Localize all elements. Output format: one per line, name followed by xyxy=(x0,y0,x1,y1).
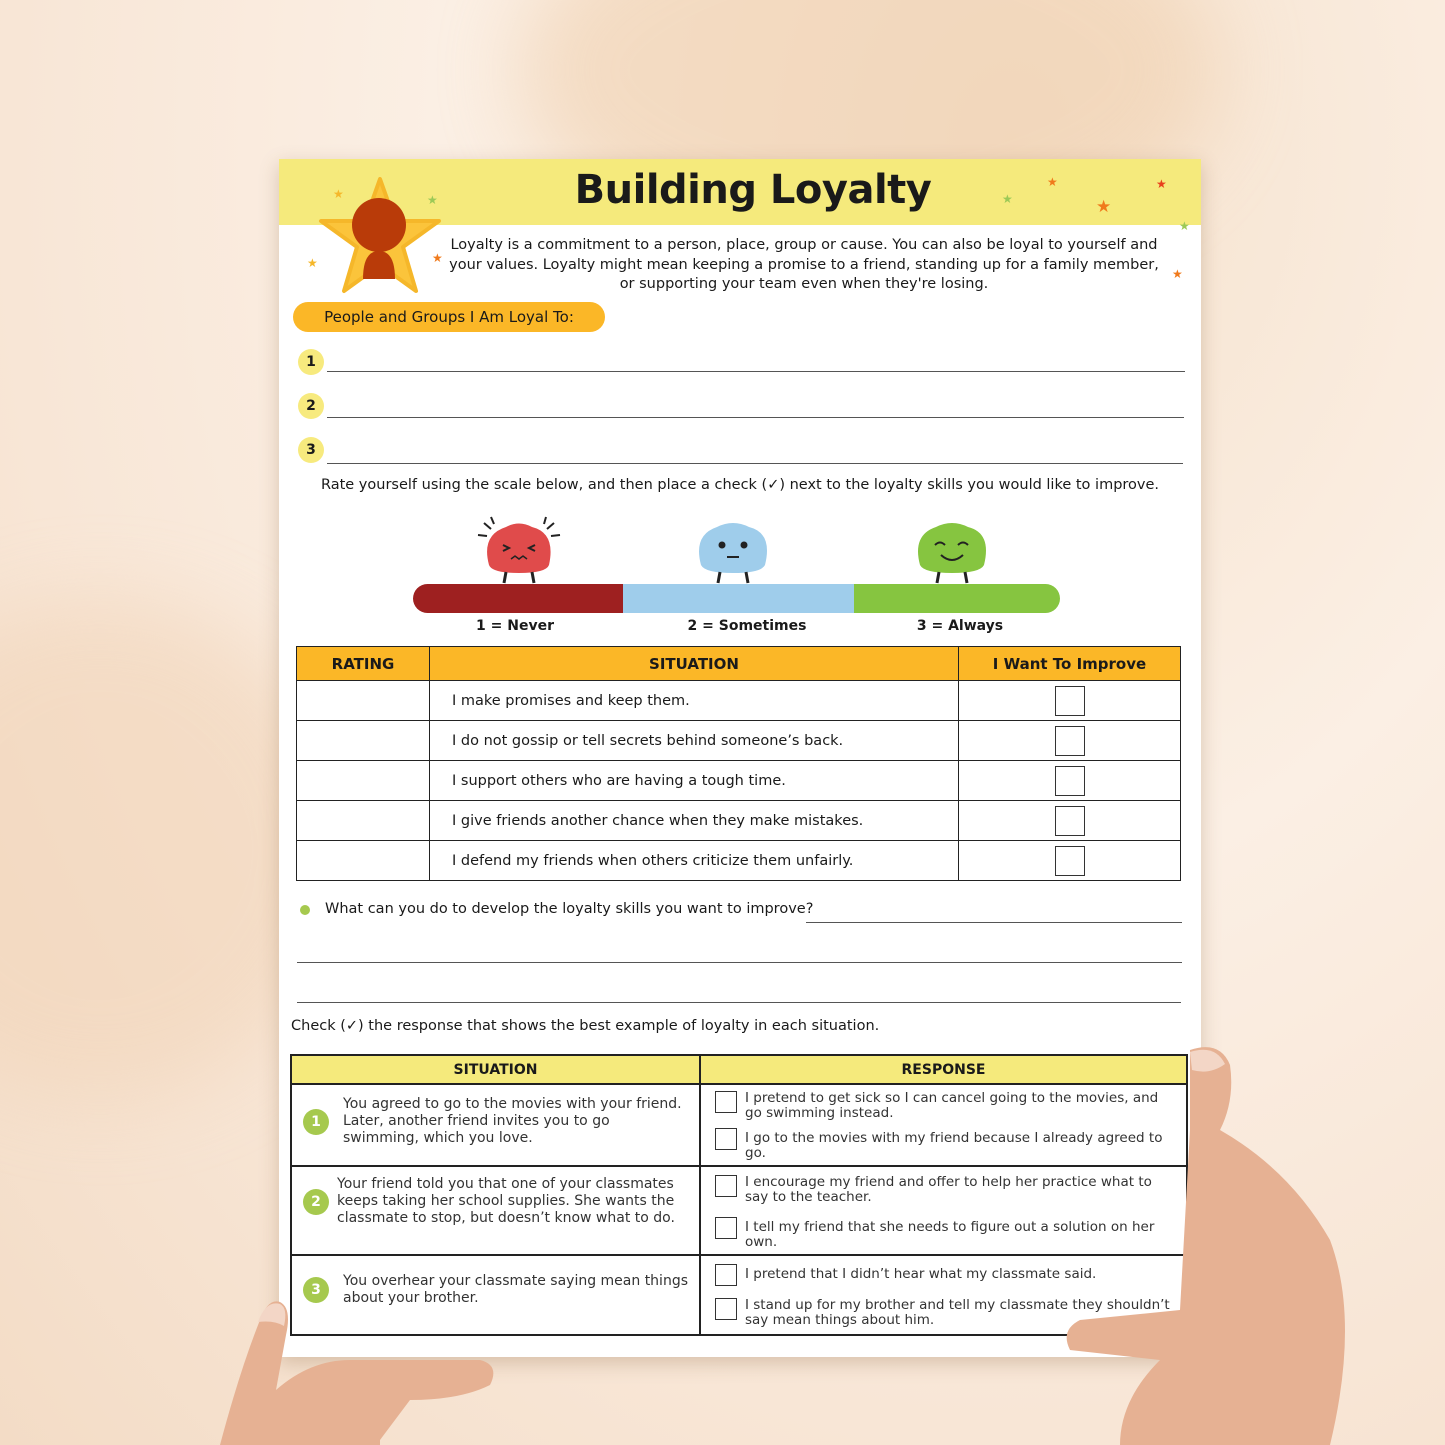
right-hand xyxy=(1060,1040,1360,1445)
sparkle-icon: ★ xyxy=(432,251,443,265)
column-header-situation: SITUATION xyxy=(291,1055,700,1084)
rating-instruction: Rate yourself using the scale below, and then place a check (✓) next to the loyalty skills you would like to improve. xyxy=(320,477,1160,493)
angry-brain-icon xyxy=(476,515,562,585)
rating-cell[interactable] xyxy=(297,801,430,841)
improve-checkbox[interactable] xyxy=(1055,806,1085,836)
table-row xyxy=(297,761,1181,801)
section-pill: People and Groups I Am Loyal To: xyxy=(293,302,605,332)
response-text: I pretend to get sick so I can cancel going to the movies, and go swimming instead. xyxy=(745,1090,1159,1121)
scale-segment-sometimes xyxy=(623,584,854,613)
happy-brain-icon xyxy=(911,519,993,585)
worksheet-title: Building Loyalty xyxy=(574,167,932,213)
situation-cell: I defend my friends when others criticize them unfairly. xyxy=(430,841,959,881)
left-hand xyxy=(180,1290,520,1445)
table-row xyxy=(291,1084,1187,1166)
answer-line[interactable] xyxy=(297,962,1182,963)
improve-checkbox[interactable] xyxy=(1055,726,1085,756)
situation-number: 1 xyxy=(303,1109,329,1135)
question-text: What can you do to develop the loyalty skills you want to improve? xyxy=(325,901,814,917)
response-checkbox[interactable] xyxy=(715,1217,737,1239)
column-header-rating: RATING xyxy=(297,647,430,681)
situation-number: 2 xyxy=(303,1189,329,1215)
situation-cell: I do not gossip or tell secrets behind someone’s back. xyxy=(430,721,959,761)
intro-paragraph: Loyalty is a commitment to a person, place, group or cause. You can also be loyal to yourself and your values. Loyalty might mean keeping a promise to a friend, standing up for a family member, or supporting your team even when they're losing. xyxy=(449,237,1159,292)
table-row xyxy=(297,721,1181,761)
number-badge: 3 xyxy=(298,437,324,463)
scale-bar xyxy=(413,584,1060,613)
sparkle-icon: ★ xyxy=(1172,267,1183,281)
improve-checkbox[interactable] xyxy=(1055,686,1085,716)
situation-cell: I support others who are having a tough time. xyxy=(430,761,959,801)
response-text: I pretend that I didn’t hear what my classmate said. xyxy=(745,1266,1097,1282)
column-header-improve: I Want To Improve xyxy=(959,647,1181,681)
sparkle-icon: ★ xyxy=(1156,177,1167,191)
response-checkbox[interactable] xyxy=(715,1264,737,1286)
rating-table xyxy=(296,646,1181,881)
response-text: I encourage my friend and offer to help her practice what to say to the teacher. xyxy=(745,1174,1152,1205)
number-badge: 1 xyxy=(298,349,324,375)
answer-line[interactable] xyxy=(297,1002,1181,1003)
sparkle-icon: ★ xyxy=(307,256,318,270)
response-checkbox[interactable] xyxy=(715,1091,737,1113)
sparkle-icon: ★ xyxy=(427,193,438,207)
answer-line-2[interactable] xyxy=(327,417,1184,418)
response-text: I tell my friend that she needs to figure out a solution on her own. xyxy=(745,1219,1155,1250)
scale-label-never: 1 = Never xyxy=(476,618,554,634)
answer-line[interactable] xyxy=(806,922,1182,923)
column-header-response: RESPONSE xyxy=(700,1055,1187,1084)
scale-label-always: 3 = Always xyxy=(916,618,1004,634)
response-checkbox[interactable] xyxy=(715,1175,737,1197)
sparkle-icon: ★ xyxy=(333,187,344,201)
neutral-brain-icon xyxy=(693,519,773,585)
table-row xyxy=(297,801,1181,841)
rating-cell[interactable] xyxy=(297,681,430,721)
improve-checkbox[interactable] xyxy=(1055,766,1085,796)
situation-text: You overhear your classmate saying mean things about your brother. xyxy=(343,1273,688,1306)
rating-cell[interactable] xyxy=(297,721,430,761)
column-header-situation: SITUATION xyxy=(430,647,959,681)
sparkle-icon: ★ xyxy=(1096,197,1112,217)
situation-number: 3 xyxy=(303,1277,329,1303)
sparkle-icon: ★ xyxy=(1047,175,1058,189)
scale-segment-never xyxy=(413,584,623,613)
answer-line-1[interactable] xyxy=(327,371,1185,372)
rating-cell[interactable] xyxy=(297,761,430,801)
bullet-dot-icon xyxy=(300,905,310,915)
situation-text: Your friend told you that one of your classmates keeps taking her school supplies. She wants the classmate to stop, but doesn’t know what to do. xyxy=(337,1176,675,1226)
sparkle-icon: ★ xyxy=(1179,219,1190,233)
rating-cell[interactable] xyxy=(297,841,430,881)
table-row xyxy=(297,681,1181,721)
table-row xyxy=(291,1166,1187,1255)
situation-cell: I give friends another chance when they make mistakes. xyxy=(430,801,959,841)
answer-line-3[interactable] xyxy=(327,463,1183,464)
response-checkbox[interactable] xyxy=(715,1298,737,1320)
number-badge: 2 xyxy=(298,393,324,419)
response-text: I go to the movies with my friend because I already agreed to go. xyxy=(745,1130,1163,1161)
situation-text: You agreed to go to the movies with your friend. Later, another friend invites you to go swimming, which you love. xyxy=(343,1096,682,1146)
situation-cell: I make promises and keep them. xyxy=(430,681,959,721)
response-checkbox[interactable] xyxy=(715,1128,737,1150)
check-instruction: Check (✓) the response that shows the best example of loyalty in each situation. xyxy=(291,1018,880,1034)
scale-label-sometimes: 2 = Sometimes xyxy=(687,618,807,634)
scale-segment-always xyxy=(854,584,1060,613)
sparkle-icon: ★ xyxy=(1002,192,1013,206)
table-row xyxy=(297,841,1181,881)
response-text: I stand up for my brother and tell my classmate they shouldn’t say mean things about him. xyxy=(745,1297,1170,1328)
improve-checkbox[interactable] xyxy=(1055,846,1085,876)
